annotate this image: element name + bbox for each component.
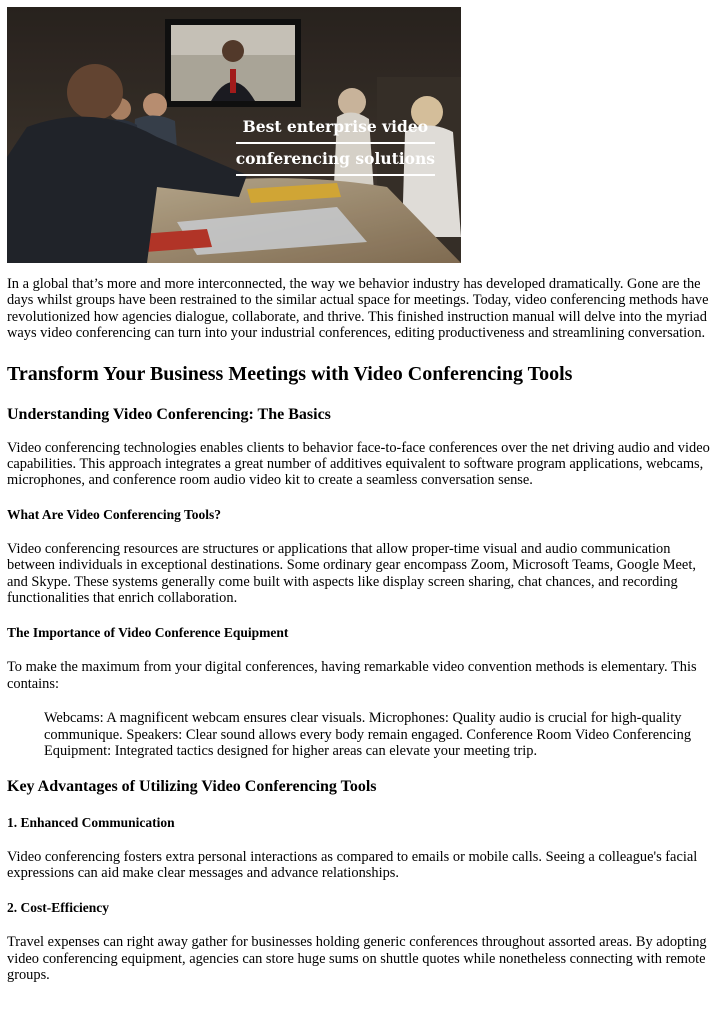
intro-paragraph: In a global that’s more and more interconnected, the way we behavior industry has developed dramatically. Gone are the days whilst groups have been restrained to the similar actual space for meetings. Today, video conferencing methods have revolutionized how agencies dialogue, collaborate, and thrive. This finished instruction manual will delve into the myriad ways video conferencing can turn into your industrial conferences, editing productiveness and streamlining conversation. [7, 276, 709, 342]
basics-paragraph: Video conferencing technologies enables clients to behavior face-to-face conferences over the net driving audio and video capabilities. This approach integrates a great number of additives equivalent to software program applications, webcams, microphones, and conference room audio video kit to create a seamless conversation sense. [7, 439, 710, 489]
basics-heading: Understanding Video Conferencing: The Basics [7, 405, 331, 423]
importance-heading: The Importance of Video Conference Equipment [7, 625, 289, 641]
advantages-heading: Key Advantages of Utilizing Video Conferencing Tools [7, 777, 377, 795]
communication-paragraph: Video conferencing fosters extra personal interactions as compared to emails or mobile calls. Seeing a colleague's facial expressions can aid make clear messages and advance relationships. [7, 848, 698, 881]
tools-heading: What Are Video Conferencing Tools? [7, 506, 222, 522]
hero-caption-line2: conferencing solutions [236, 144, 435, 176]
cost-heading: 2. Cost-Efficiency [7, 900, 109, 916]
communication-heading: 1. Enhanced Communication [7, 814, 175, 830]
hero-image [7, 7, 461, 263]
article-body [7, 276, 714, 984]
main-heading: Transform Your Business Meetings with Video Conferencing Tools [7, 362, 573, 385]
importance-paragraph: To make the maximum from your digital conferences, having remarkable video convention methods is elementary. This contains: [7, 659, 697, 692]
hero-caption [236, 112, 435, 176]
tools-paragraph: Video conferencing resources are structures or applications that allow proper-time visual and audio communication between individuals in exceptional destinations. Some ordinary gear encompass Zoom, Microsoft Teams, Google Meet, and Skype. These systems generally come built with aspects like display screen sharing, chat chances, and recording functionalities that enrich collaboration. [7, 540, 696, 607]
equipment-list: Webcams: A magnificent webcam ensures clear visuals. Microphones: Quality audio is crucial for high-quality communique. Speakers: Clear sound allows every body remain engaged. Conference Room Video Conferencing Equipment: Integrated tactics designed for higher areas can elevate your meeting trip. [44, 710, 692, 760]
cost-paragraph: Travel expenses can right away gather for businesses holding generic conferences throughout assorted areas. By adopting video conferencing equipment, agencies can store huge sums on shuttle quotes while nonetheless connecting with remote groups. [7, 934, 707, 984]
hero-caption-line1: Best enterprise video [236, 112, 435, 144]
